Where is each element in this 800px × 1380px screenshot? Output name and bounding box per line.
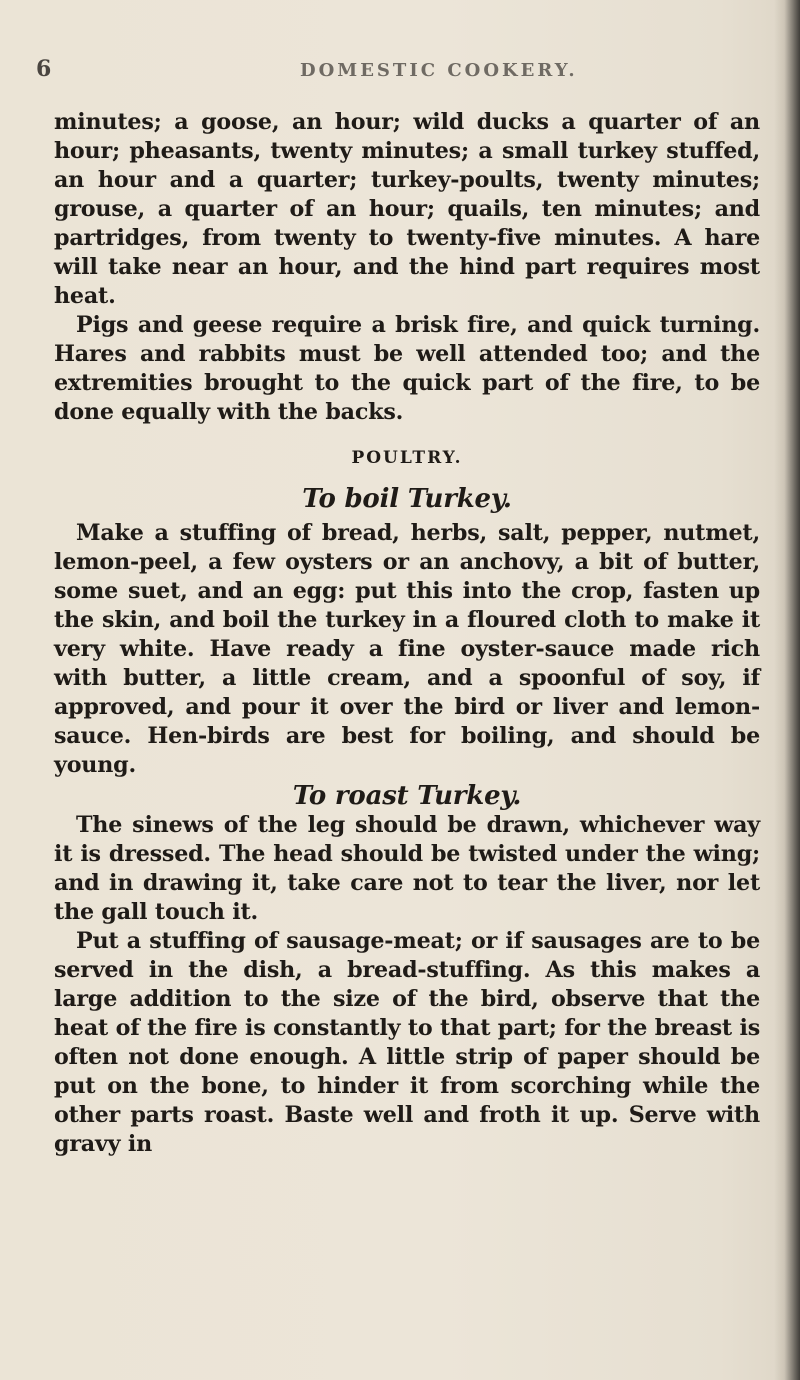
recipe-paragraph: The sinews of the leg should be drawn, whichever way it is dressed. The head should be twisted under the wing; and in drawing it, take care not to tear the liver, nor let the gall touch it. xyxy=(54,812,760,925)
page-header xyxy=(36,56,764,96)
recipe-paragraph: Put a stuffing of sausage-meat; or if sausages are to be served in the dish, a bread-stuffing. As this makes a large addition to the size of the bird, observe that the heat of the fire is constantly to that part; for the breast is often not done enough. A little strip of paper should be put on the bone, to hinder it from scorching while the other parts roast. Baste well and froth it up. Serve with gravy in xyxy=(54,928,760,1157)
running-head: DOMESTIC COOKERY. xyxy=(300,60,578,81)
intro-paragraph: minutes; a goose, an hour; wild ducks a quarter of an hour; pheasants, twenty minutes; a small turkey stuffed, an hour and a quarter; turkey-poults, twenty minutes; grouse, a quarter of an hour; quails, ten minutes; and partridges, from twenty to twenty-five minutes. A hare will take near an hour, and the hind part requires most heat. xyxy=(54,109,760,309)
recipe-title: To boil Turkey. xyxy=(302,484,512,514)
section-heading: POULTRY. xyxy=(351,448,463,468)
page-edge-shadow xyxy=(774,0,800,1380)
recipe-paragraph: Make a stuffing of bread, herbs, salt, pepper, nutmet, lemon-peel, a few oysters or an anchovy, a bit of butter, some suet, and an egg: put this into the crop, fasten up the skin, and boil the turkey in a floured cloth to make it very white. Have ready a fine oyster-sauce made rich with butter, a little cream, and a spoonful of soy, if approved, and pour it over the bird or liver and lemon-sauce. Hen-birds are best for boiling, and should be young. xyxy=(54,520,760,778)
intro-paragraph: Pigs and geese require a brisk fire, and quick turning. Hares and rabbits must be well attended too; and the extremities brought to the quick part of the fire, to be done equally with the backs. xyxy=(54,312,760,425)
body-text xyxy=(54,108,760,1159)
page-number: 6 xyxy=(36,56,52,82)
recipe-title: To roast Turkey. xyxy=(292,781,522,811)
